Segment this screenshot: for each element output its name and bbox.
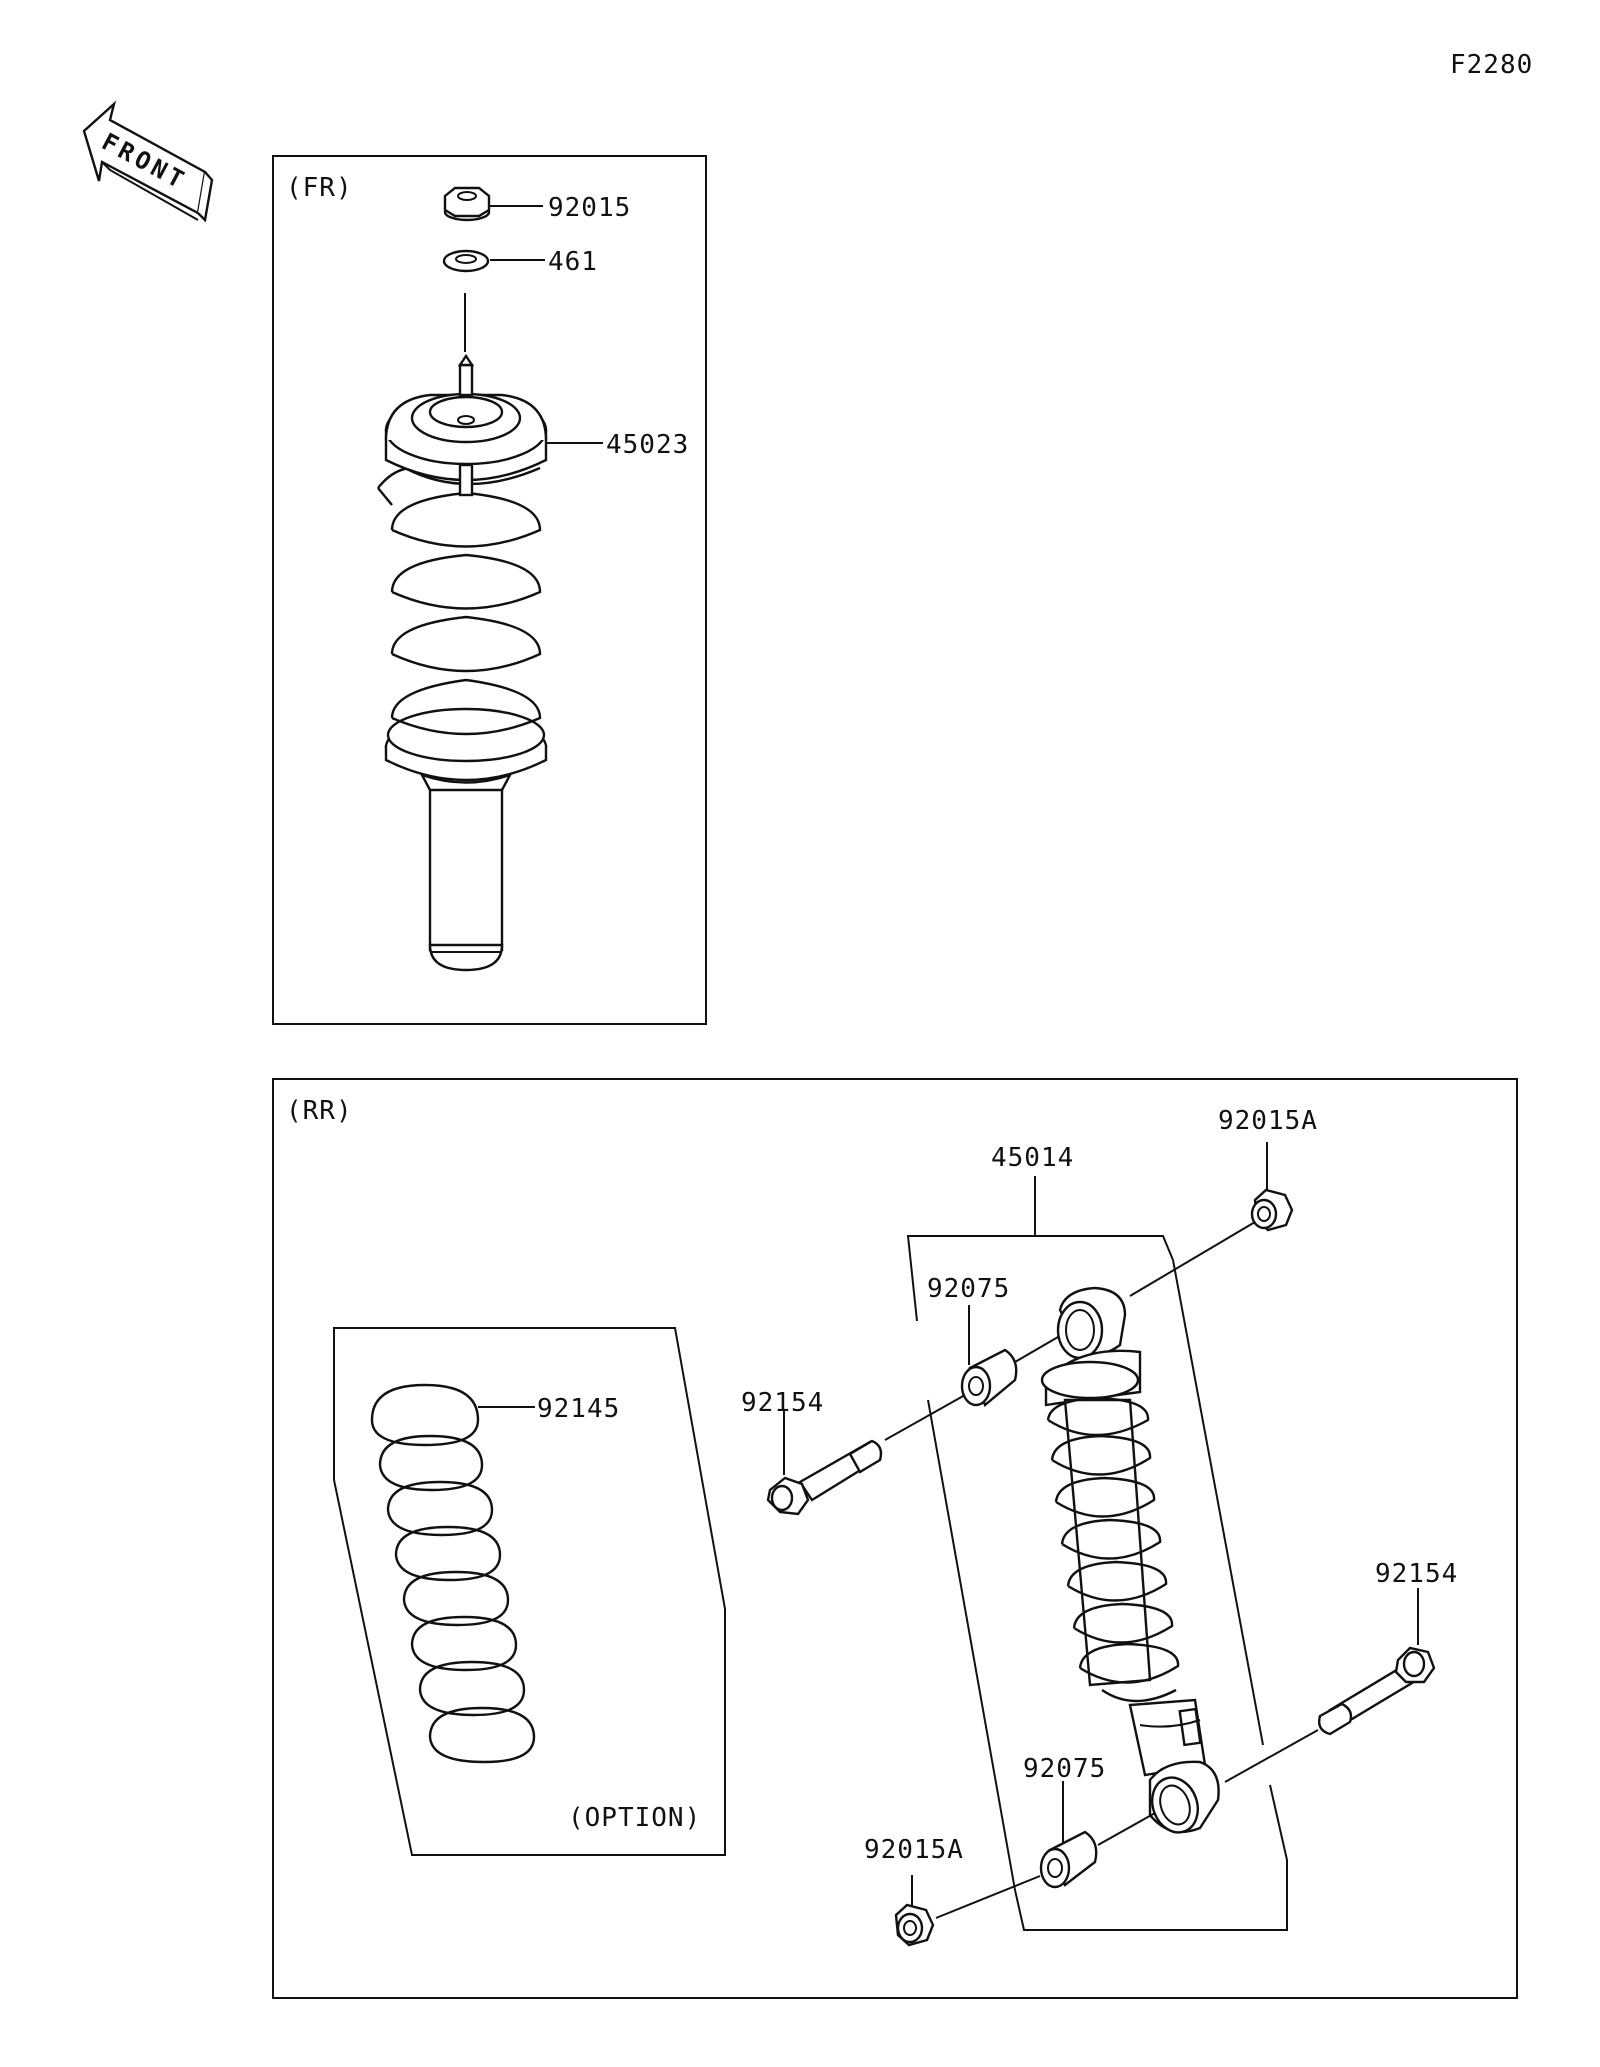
rear-bushing-bottom-part [1041,1832,1096,1887]
front-arrow-icon [84,104,212,220]
assembly-line [1130,1222,1255,1296]
assembly-line [1015,1337,1058,1362]
callout-rear-spring: 92145 [537,1394,621,1424]
rear-bolt-right-part [1319,1648,1434,1734]
callout-rear-bushing-bottom: 92075 [1023,1754,1107,1784]
callout-rear-nut-bottom: 92015A [864,1835,964,1865]
assembly-line [1225,1730,1318,1782]
callout-rear-bushing-top: 92075 [927,1274,1011,1304]
rear-nut-bottom-part [896,1905,933,1945]
rear-panel-label: (RR) [286,1096,353,1126]
assembly-line [936,1876,1040,1918]
callout-front-shock: 45023 [606,430,690,460]
callout-front-washer: 461 [548,247,598,277]
option-label: (OPTION) [568,1803,702,1833]
callout-rear-bolt-right: 92154 [1375,1559,1459,1589]
rear-nut-top-part [1252,1190,1292,1230]
callout-rear-shock: 45014 [991,1143,1075,1173]
front-nut-part [445,188,489,220]
front-washer-part [444,251,488,271]
rear-shock-panel [273,1079,1517,1998]
assembly-bracket [928,1400,1015,1890]
callout-rear-nut-top: 92015A [1218,1106,1318,1136]
assembly-bracket [1173,1260,1263,1745]
rear-option-spring-part [372,1385,534,1762]
diagram-code: F2280 [1450,50,1534,80]
assembly-line [1098,1813,1155,1845]
front-shock-part [378,356,546,970]
front-shock-panel [273,156,706,1024]
front-panel-label: (FR) [286,173,353,203]
front-arrow-label: FRONT [97,127,192,196]
assembly-line [885,1395,965,1440]
rear-bushing-top-part [962,1350,1016,1405]
callout-rear-bolt-left: 92154 [741,1388,825,1418]
callout-front-nut: 92015 [548,193,632,223]
